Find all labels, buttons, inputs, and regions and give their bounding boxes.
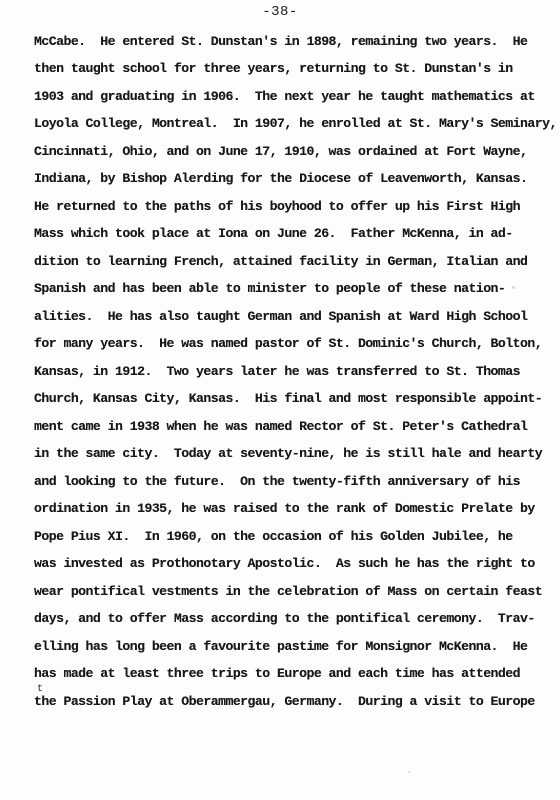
text-line: Spanish and has been able to minister to people of these nation- [34, 281, 506, 296]
text-line: in the same city. Today at seventy-nine, he is still hale and hearty [34, 446, 543, 461]
text-line: ordination in 1935, he was raised to the rank of Domestic Prelate by [34, 501, 535, 516]
text-line: wear pontifical vestments in the celebration of Mass on certain feast [34, 584, 543, 599]
text-line: dition to learning French, attained facility in German, Italian and [34, 254, 528, 269]
text-line: the Passion Play at Oberammergau, Germany. During a visit to Europe [34, 694, 535, 709]
text-line: Indiana, by Bishop Alerding for the Diocese of Leavenworth, Kansas. [34, 171, 528, 186]
text-line: 1903 and graduating in 1906. The next year he taught mathematics at [34, 89, 535, 104]
text-line: has made at least three trips to Europe and each time has attended [34, 666, 521, 681]
text-line: Pope Pius XI. In 1960, on the occasion of his Golden Jubilee, he [34, 529, 513, 544]
text-line: Church, Kansas City, Kansas. His final and most responsible appoint- [34, 391, 543, 406]
text-line: McCabe. He entered St. Dunstan's in 1898, remaining two years. He [34, 34, 528, 49]
scan-speck [512, 286, 515, 289]
page-number: -38- [262, 4, 298, 20]
text-line: was invested as Prothonotary Apostolic. As such he has the right to [34, 556, 535, 571]
text-line: Loyola College, Montreal. In 1907, he enrolled at St. Mary's Seminary, [34, 116, 557, 131]
text-line: Mass which took place at Iona on June 26. Father McKenna, in ad- [34, 226, 513, 241]
text-line: ment came in 1938 when he was named Rector of St. Peter's Cathedral [34, 419, 528, 434]
text-line: Cincinnati, Ohio, and on June 17, 1910, was ordained at Fort Wayne, [34, 144, 528, 159]
insertion-mark: t [37, 684, 44, 695]
scan-speck [408, 771, 410, 773]
text-line: He returned to the paths of his boyhood to offer up his First High [34, 199, 521, 214]
text-line: alities. He has also taught German and Spanish at Ward High School [34, 309, 528, 324]
text-line: days, and to offer Mass according to the pontifical ceremony. Trav- [34, 611, 535, 626]
text-line: then taught school for three years, returning to St. Dunstan's in [34, 61, 513, 76]
text-line: and looking to the future. On the twenty-fifth anniversary of his [34, 474, 521, 489]
text-line: elling has long been a favourite pastime for Monsignor McKenna. He [34, 639, 528, 654]
text-line: Kansas, in 1912. Two years later he was transferred to St. Thomas [34, 364, 521, 379]
text-line: for many years. He was named pastor of St. Dominic's Church, Bolton, [34, 336, 543, 351]
